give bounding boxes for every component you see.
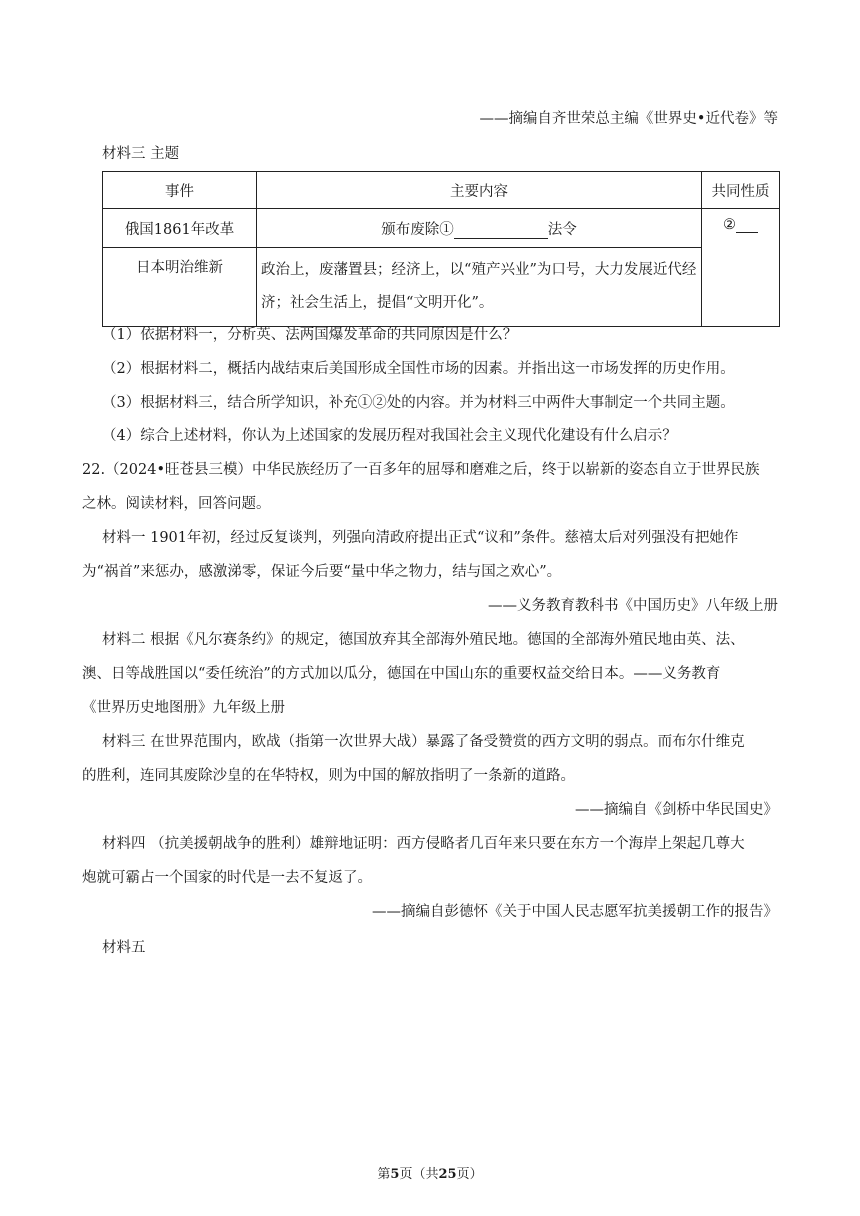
event-japan: 日本明治维新	[103, 248, 257, 327]
material2-line3: 《世界历史地图册》九年级上册	[82, 700, 285, 716]
blank-2-line	[736, 232, 758, 233]
question-2: （2）根据材料二，概括内战结束后美国形成全国性市场的因素。并指出这一市场发挥的历史作用。	[102, 361, 735, 377]
citation-world-history: ——摘编自齐世荣总主编《世界史•近代卷》等	[479, 111, 778, 127]
footer-mid: 页（共	[399, 1167, 439, 1182]
header-event: 事件	[103, 172, 257, 209]
question-3: （3）根据材料三，结合所学知识，补充①②处的内容。并为材料三中两件大事制定一个共同主题。	[102, 395, 735, 411]
content-japan: 政治上，废藩置县；经济上，以“殖产兴业”为口号，大力发展近代经济；社会生活上，提倡“文明开化”。	[257, 248, 702, 327]
material3-title: 材料三 主题	[102, 146, 180, 162]
theme-table	[102, 171, 780, 327]
material3-citation: ——摘编自《剑桥中华民国史》	[575, 802, 778, 818]
table-row	[103, 248, 780, 327]
content-russia-suffix: 法令	[547, 221, 577, 238]
material4-line2: 炮就可霸占一个国家的时代是一去不复返了。	[82, 870, 372, 886]
common-nature-cell	[701, 209, 779, 327]
material3-line1: 材料三 在世界范围内，欧战（指第一次世界大战）暴露了备受赞赏的西方文明的弱点。而布尔什维克	[102, 734, 745, 750]
q22-stem-line1: 22.（2024•旺苍县三模）中华民族经历了一百多年的屈辱和磨难之后，终于以崭新的姿态自立于世界民族	[82, 462, 760, 478]
table-row	[103, 209, 780, 248]
question-1: （1）依据材料一，分析英、法两国爆发革命的共同原因是什么？	[102, 327, 518, 343]
event-russia: 俄国1861年改革	[103, 209, 257, 248]
blank-2-marker: ②	[722, 217, 736, 233]
footer-suffix: 页）	[456, 1167, 483, 1182]
material3-line2: 的胜利，连同其废除沙皇的在华特权，则为中国的解放指明了一条新的道路。	[82, 768, 575, 784]
content-russia-prefix: 颁布废除	[381, 221, 440, 238]
footer-total-pages: 25	[438, 1167, 457, 1182]
material1-citation: ——义务教育教科书《中国历史》八年级上册	[488, 598, 778, 614]
footer-prefix: 第	[377, 1167, 391, 1182]
blank-1-marker: ①	[439, 221, 454, 238]
header-content: 主要内容	[257, 172, 702, 209]
question-4: （4）综合上述材料，你认为上述国家的发展历程对我国社会主义现代化建设有什么启示？	[102, 428, 677, 444]
blank-1-line	[454, 238, 548, 239]
material2-line1: 材料二 根据《凡尔赛条约》的规定，德国放弃其全部海外殖民地。德国的全部海外殖民地由英、法、	[102, 632, 745, 648]
material2-line2: 澳、日等战胜国以“委任统治”的方式加以瓜分，德国在中国山东的重要权益交给日本。——义务教育	[82, 666, 721, 682]
table-header-row	[103, 172, 780, 209]
material1-line1: 材料一 1901年初，经过反复谈判，列强向清政府提出正式“议和”条件。慈禧太后对列强没有把她作	[102, 530, 739, 546]
material4-citation: ——摘编自彭德怀《关于中国人民志愿军抗美援朝工作的报告》	[372, 904, 778, 920]
material4-line1: 材料四 （抗美援朝战争的胜利）雄辩地证明：西方侵略者几百年来只要在东方一个海岸上架起几尊大	[102, 836, 745, 852]
q22-stem-line2: 之林。阅读材料，回答问题。	[82, 496, 271, 512]
content-russia	[257, 209, 702, 248]
footer-page-number: 5	[390, 1167, 400, 1182]
material1-line2: 为“祸首”来惩办，感激涕零，保证今后要“量中华之物力，结与国之欢心”。	[82, 564, 562, 580]
header-nature: 共同性质	[701, 172, 779, 209]
page-footer	[0, 1163, 860, 1182]
material5-label: 材料五	[102, 940, 146, 956]
